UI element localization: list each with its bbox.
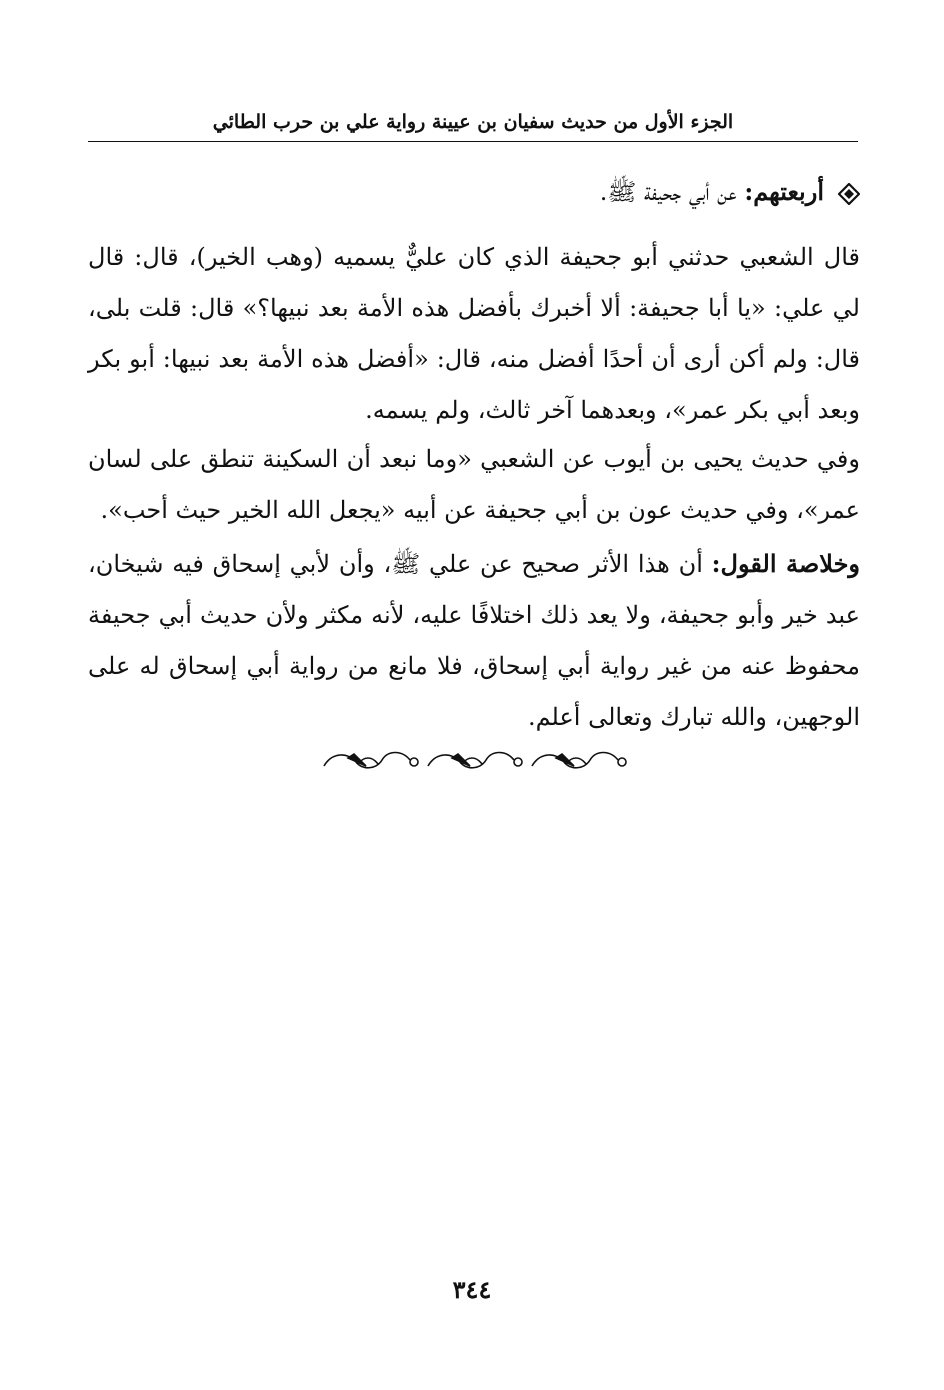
- conclusion-text: أن هذا الأثر صحيح عن علي ﷺ، وأن لأبي إسحاق فيه شيخان، عبد خير وأبو جحيفة، ولا يعد ذلك اختلافًا عليه، لأنه مكثر ولأن حديث أبي جحيفة محفوظ عنه من غير رواية أبي إسحاق، فلا مانع من رواية أبي إسحاق له على الوجهين، والله تبارك وتعالى أعلم.: [88, 550, 860, 731]
- floral-divider-icon: [318, 742, 630, 778]
- diamond-bullet-icon: [838, 183, 860, 205]
- section-label: أربعتهم:: [744, 177, 824, 206]
- section-text: عن أبي جحيفة ﷺ.: [599, 178, 737, 206]
- paragraph-2: وفي حديث يحيى بن أيوب عن الشعبي «وما نبعد أن السكينة تنطق على لسان عمر»، وفي حديث عون بن أبي جحيفة عن أبيه «يجعل الله الخير حيث أحب».: [88, 445, 860, 524]
- section-heading: [88, 166, 860, 218]
- page-number: ٣٤٤: [452, 1275, 492, 1304]
- running-header: الجزء الأول من حديث سفيان بن عيينة رواية علي بن حرب الطائي: [212, 111, 734, 133]
- paragraph-1: قال الشعبي حدثني أبو جحيفة الذي كان عليٌّ يسميه (وهب الخير)، قال: قال لي علي: «يا أبا جحيفة: ألا أخبرك بأفضل هذه الأمة بعد نبيها؟» قال: قلت بلى، قال: ولم أكن أرى أن أحدًا أفضل منه، قال: «أفضل هذه الأمة بعد نبيها: أبو بكر وبعد أبي بكر عمر»، وبعدهما آخر ثالث، ولم يسمه.: [88, 243, 860, 424]
- conclusion-label: وخلاصة القول:: [711, 549, 860, 578]
- header-rule: [88, 141, 858, 142]
- paragraph-3: [88, 538, 860, 743]
